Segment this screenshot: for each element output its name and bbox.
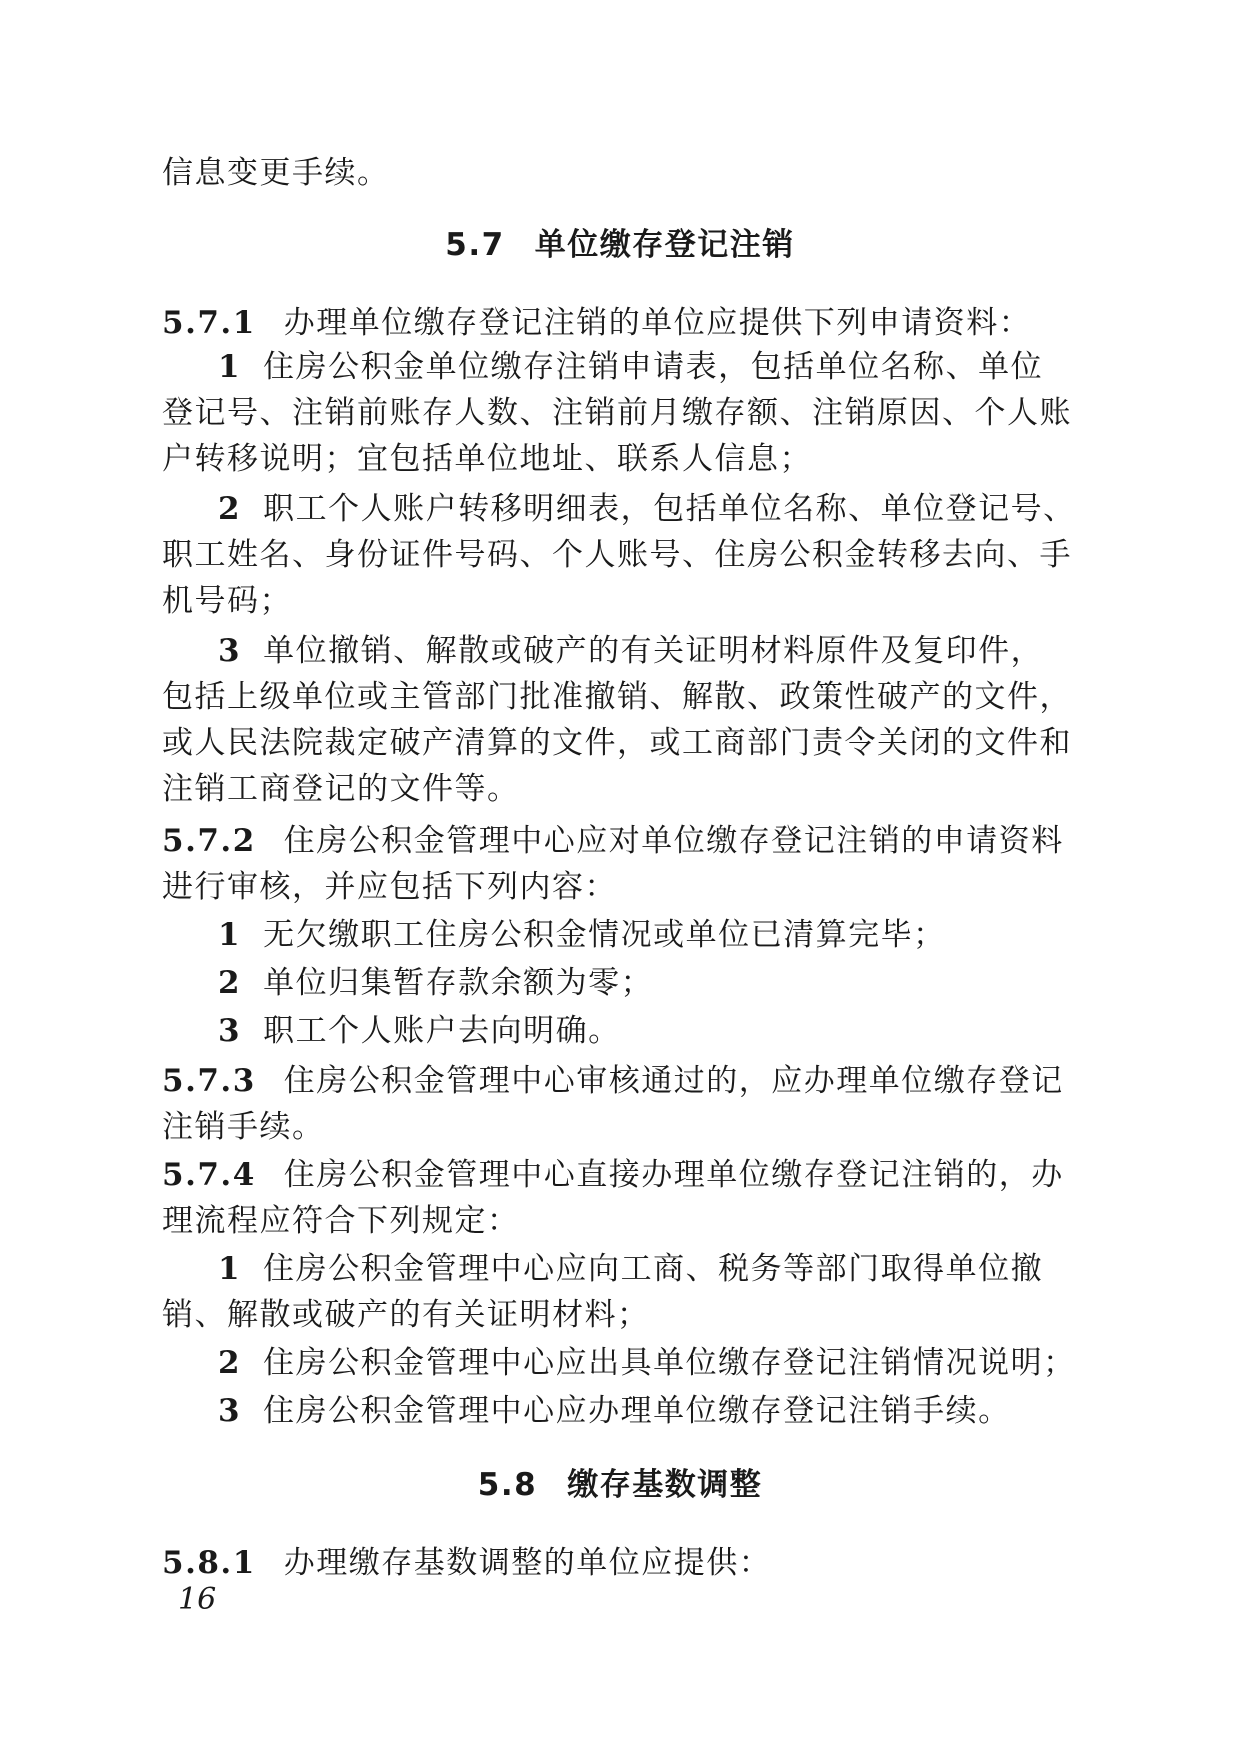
line-text: 住房公积金管理中心直接办理单位缴存登记注销的，办 — [283, 1157, 1064, 1193]
paragraph-line — [162, 150, 390, 196]
line-text: 注销手续。 — [162, 1109, 325, 1145]
paragraph-line — [162, 1104, 325, 1150]
clause-5-8-1 — [162, 1540, 771, 1586]
clause-number: 5.7.1 — [162, 305, 256, 341]
line-text: 无欠缴职工住房公积金情况或单位已清算完毕； — [263, 917, 946, 953]
list-item — [218, 1340, 1076, 1386]
paragraph-line — [162, 720, 1072, 766]
line-text: 住房公积金管理中心应办理单位缴存登记注销手续。 — [263, 1393, 1011, 1429]
item-number: 3 — [218, 1393, 242, 1429]
line-text: 住房公积金单位缴存注销申请表，包括单位名称、单位 — [263, 349, 1044, 385]
line-text: 理流程应符合下列规定： — [162, 1203, 520, 1239]
list-item — [218, 1388, 1011, 1434]
line-text: 住房公积金管理中心应对单位缴存登记注销的申请资料 — [283, 823, 1064, 859]
clause-5-7-4 — [162, 1152, 1064, 1198]
line-text: 住房公积金管理中心应出具单位缴存登记注销情况说明； — [263, 1345, 1076, 1381]
item-number: 1 — [218, 917, 242, 953]
clause-5-7-3 — [162, 1058, 1064, 1104]
section-title: 单位缴存登记注销 — [534, 227, 795, 263]
paragraph-line — [162, 1198, 520, 1244]
clause-5-7-1 — [162, 300, 1031, 346]
line-text: 办理缴存基数调整的单位应提供： — [283, 1545, 772, 1581]
line-text: 销、解散或破产的有关证明材料； — [162, 1297, 650, 1333]
item-number: 2 — [218, 491, 242, 527]
page-number: 16 — [178, 1582, 217, 1617]
line-text: 职工个人账户去向明确。 — [263, 1013, 621, 1049]
list-item — [218, 344, 1043, 390]
paragraph-line — [162, 532, 1072, 578]
line-text: 机号码； — [162, 583, 292, 619]
item-number: 1 — [218, 349, 242, 385]
line-text: 住房公积金管理中心应向工商、税务等部门取得单位撤 — [263, 1251, 1044, 1287]
line-text: 信息变更手续。 — [162, 155, 390, 191]
item-number: 3 — [218, 633, 242, 669]
paragraph-line — [162, 766, 520, 812]
item-number: 2 — [218, 965, 242, 1001]
paragraph-line — [162, 1292, 650, 1338]
paragraph-line — [162, 436, 812, 482]
line-text: 进行审核，并应包括下列内容： — [162, 869, 617, 905]
line-text: 单位归集暂存款余额为零； — [263, 965, 654, 1001]
section-number: 5.7 — [445, 227, 505, 263]
line-text: 职工个人账户转移明细表，包括单位名称、单位登记号、 — [263, 491, 1076, 527]
section-heading-5-7 — [0, 222, 1240, 268]
list-item — [218, 912, 946, 958]
clause-number: 5.7.4 — [162, 1157, 256, 1193]
line-text: 办理单位缴存登记注销的单位应提供下列申请资料： — [283, 305, 1032, 341]
section-title: 缴存基数调整 — [567, 1467, 763, 1503]
section-heading-5-8 — [0, 1462, 1240, 1508]
line-text: 单位撤销、解散或破产的有关证明材料原件及复印件， — [263, 633, 1044, 669]
section-number: 5.8 — [477, 1467, 538, 1503]
line-text: 户转移说明；宜包括单位地址、联系人信息； — [162, 441, 812, 477]
line-text: 登记号、注销前账存人数、注销前月缴存额、注销原因、个人账 — [162, 395, 1072, 431]
list-item — [218, 1008, 621, 1054]
clause-number: 5.7.2 — [162, 823, 256, 859]
line-text: 住房公积金管理中心审核通过的，应办理单位缴存登记 — [283, 1063, 1064, 1099]
list-item — [218, 486, 1076, 532]
item-number: 3 — [218, 1013, 242, 1049]
paragraph-line — [162, 674, 1072, 720]
paragraph-line — [162, 864, 617, 910]
list-item — [218, 960, 653, 1006]
line-text: 注销工商登记的文件等。 — [162, 771, 520, 807]
clause-number: 5.7.3 — [162, 1063, 256, 1099]
line-text: 或人民法院裁定破产清算的文件，或工商部门责令关闭的文件和 — [162, 725, 1072, 761]
paragraph-line — [162, 390, 1072, 436]
list-item — [218, 628, 1043, 674]
item-number: 1 — [218, 1251, 242, 1287]
line-text: 职工姓名、身份证件号码、个人账号、住房公积金转移去向、手 — [162, 537, 1072, 573]
item-number: 2 — [218, 1345, 242, 1381]
clause-number: 5.8.1 — [162, 1545, 256, 1581]
paragraph-line — [162, 578, 292, 624]
line-text: 包括上级单位或主管部门批准撤销、解散、政策性破产的文件， — [162, 679, 1072, 715]
clause-5-7-2 — [162, 818, 1064, 864]
list-item — [218, 1246, 1043, 1292]
